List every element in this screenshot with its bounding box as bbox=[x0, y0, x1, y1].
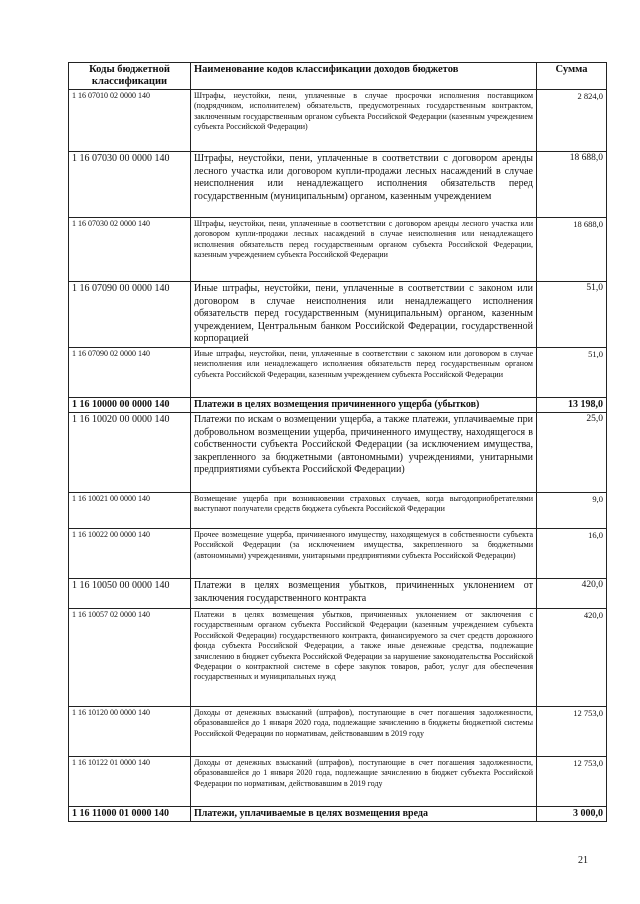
row-code: 1 16 07010 02 0000 140 bbox=[69, 90, 191, 152]
row-code: 1 16 10050 00 0000 140 bbox=[69, 579, 191, 609]
row-sum: 2 824,0 bbox=[537, 90, 607, 152]
row-sum: 13 198,0 bbox=[537, 398, 607, 413]
table-row bbox=[69, 348, 607, 398]
page-number: 21 bbox=[578, 855, 588, 866]
row-name: Штрафы, неустойки, пени, уплаченные в соответствии с договором аренды лесного участка или договором купли-продажи лесных насаждений в случае неисполнения или ненадлежащего исполнения обязательств перед государственным (муниципальным) органом, казенным учреждением bbox=[191, 152, 537, 218]
row-sum: 51,0 bbox=[537, 348, 607, 398]
row-code: 1 16 11000 01 0000 140 bbox=[69, 807, 191, 822]
budget-classification-table bbox=[68, 62, 607, 822]
table-header-row bbox=[69, 63, 607, 90]
table-row bbox=[69, 529, 607, 579]
row-name: Доходы от денежных взысканий (штрафов), поступающие в счет погашения задолженности, образовавшейся до 1 января 2020 года, подлежащие зачислению в бюджеты бюджетной системы Российской Федерации по нормативам, действовавшим в 2019 году bbox=[191, 707, 537, 757]
row-sum: 12 753,0 bbox=[537, 707, 607, 757]
table-row bbox=[69, 757, 607, 807]
table-row bbox=[69, 609, 607, 707]
row-sum: 12 753,0 bbox=[537, 757, 607, 807]
row-sum: 18 688,0 bbox=[537, 152, 607, 218]
row-name: Иные штрафы, неустойки, пени, уплаченные в соответствии с законом или договором в случае неисполнения или ненадлежащего исполнения обязательств перед государственным (муниципальным) органом, казенным учреждением, Центральным банком Российской Федерации, государственной корпорацией bbox=[191, 282, 537, 348]
row-code: 1 16 10020 00 0000 140 bbox=[69, 413, 191, 493]
row-code: 1 16 07090 00 0000 140 bbox=[69, 282, 191, 348]
row-name: Иные штрафы, неустойки, пени, уплаченные в соответствии с законом или договором в случае неисполнения или ненадлежащего исполнения обязательств перед государственным органом субъекта Российской Федерации, казенным учреждением субъекта Российской Федерации bbox=[191, 348, 537, 398]
table-row bbox=[69, 707, 607, 757]
table-row bbox=[69, 90, 607, 152]
row-name: Платежи в целях возмещения убытков, причиненных уклонением от заключения с государственным органом субъекта Российской Федерации (казенным учреждением субъекта Российской Федерации) государственного контракта, финансируемого за счет средств дорожного фонда субъекта Российской Федерации, а также иные денежные средства, подлежащие зачислению в бюджет субъекта Российской Федерации за нарушение законодательства Российской Федерации о контрактной системе в сфере закупок товаров, работ, услуг для обеспечения государственных и муниципальных нужд bbox=[191, 609, 537, 707]
row-name: Платежи, уплачиваемые в целях возмещения вреда bbox=[191, 807, 537, 822]
row-name: Платежи в целях возмещения причиненного ущерба (убытков) bbox=[191, 398, 537, 413]
budget-table-wrapper bbox=[68, 62, 606, 822]
row-code: 1 16 10122 01 0000 140 bbox=[69, 757, 191, 807]
row-name: Платежи в целях возмещения убытков, причиненных уклонением от заключения государственного контракта bbox=[191, 579, 537, 609]
table-row bbox=[69, 493, 607, 529]
header-name: Наименование кодов классификации доходов бюджетов bbox=[191, 63, 537, 90]
row-sum: 420,0 bbox=[537, 579, 607, 609]
row-code: 1 16 07030 00 0000 140 bbox=[69, 152, 191, 218]
table-row bbox=[69, 282, 607, 348]
row-sum: 18 688,0 bbox=[537, 218, 607, 282]
row-name: Платежи по искам о возмещении ущерба, а также платежи, уплачиваемые при добровольном возмещении ущерба, причиненного имуществу, находящегося в собственности субъекта Российской Федерации (за исключением имущества, закрепленного за бюджетными (автономными) учреждениями, унитарными предприятиями субъекта Российской Федерации) bbox=[191, 413, 537, 493]
row-sum: 9,0 bbox=[537, 493, 607, 529]
row-name: Доходы от денежных взысканий (штрафов), поступающие в счет погашения задолженности, образовавшейся до 1 января 2020 года, подлежащие зачислению в бюджет субъекта Российской Федерации по нормативам, действовавшим в 2019 году bbox=[191, 757, 537, 807]
header-sum: Сумма bbox=[537, 63, 607, 90]
row-name: Штрафы, неустойки, пени, уплаченные в случае просрочки исполнения поставщиком (подрядчиком, исполнителем) обязательств, предусмотренных государственным контрактом, заключенным государственным органом субъекта Российской Федерации (казенным учреждением субъекта Российской Федерации) bbox=[191, 90, 537, 152]
row-name: Возмещение ущерба при возникновении страховых случаев, когда выгодоприобретателями выступают получатели средств бюджета субъекта Российской Федерации bbox=[191, 493, 537, 529]
row-code: 1 16 10120 00 0000 140 bbox=[69, 707, 191, 757]
row-name: Прочее возмещение ущерба, причиненного имуществу, находящемуся в собственности субъекта Российской Федерации (за исключением имущества, закрепленного за бюджетными (автономными) учреждениями, унитарными предприятиями субъекта Российской Федерации) bbox=[191, 529, 537, 579]
table-row-total bbox=[69, 398, 607, 413]
table-row bbox=[69, 218, 607, 282]
row-code: 1 16 10057 02 0000 140 bbox=[69, 609, 191, 707]
row-sum: 420,0 bbox=[537, 609, 607, 707]
row-code: 1 16 07090 02 0000 140 bbox=[69, 348, 191, 398]
row-code: 1 16 10022 00 0000 140 bbox=[69, 529, 191, 579]
table-row bbox=[69, 413, 607, 493]
row-code: 1 16 10000 00 0000 140 bbox=[69, 398, 191, 413]
table-row bbox=[69, 579, 607, 609]
row-code: 1 16 07030 02 0000 140 bbox=[69, 218, 191, 282]
row-sum: 3 000,0 bbox=[537, 807, 607, 822]
row-code: 1 16 10021 00 0000 140 bbox=[69, 493, 191, 529]
row-sum: 25,0 bbox=[537, 413, 607, 493]
table-row bbox=[69, 152, 607, 218]
table-row-total bbox=[69, 807, 607, 822]
header-codes: Коды бюджетной классификации bbox=[69, 63, 191, 90]
row-sum: 51,0 bbox=[537, 282, 607, 348]
row-sum: 16,0 bbox=[537, 529, 607, 579]
row-name: Штрафы, неустойки, пени, уплаченные в соответствии с договором аренды лесного участка или договором купли-продажи лесных насаждений в случае неисполнения или ненадлежащего исполнения обязательств перед государственным органом субъекта Российской Федерации, казенным учреждением субъекта Российской Федерации bbox=[191, 218, 537, 282]
